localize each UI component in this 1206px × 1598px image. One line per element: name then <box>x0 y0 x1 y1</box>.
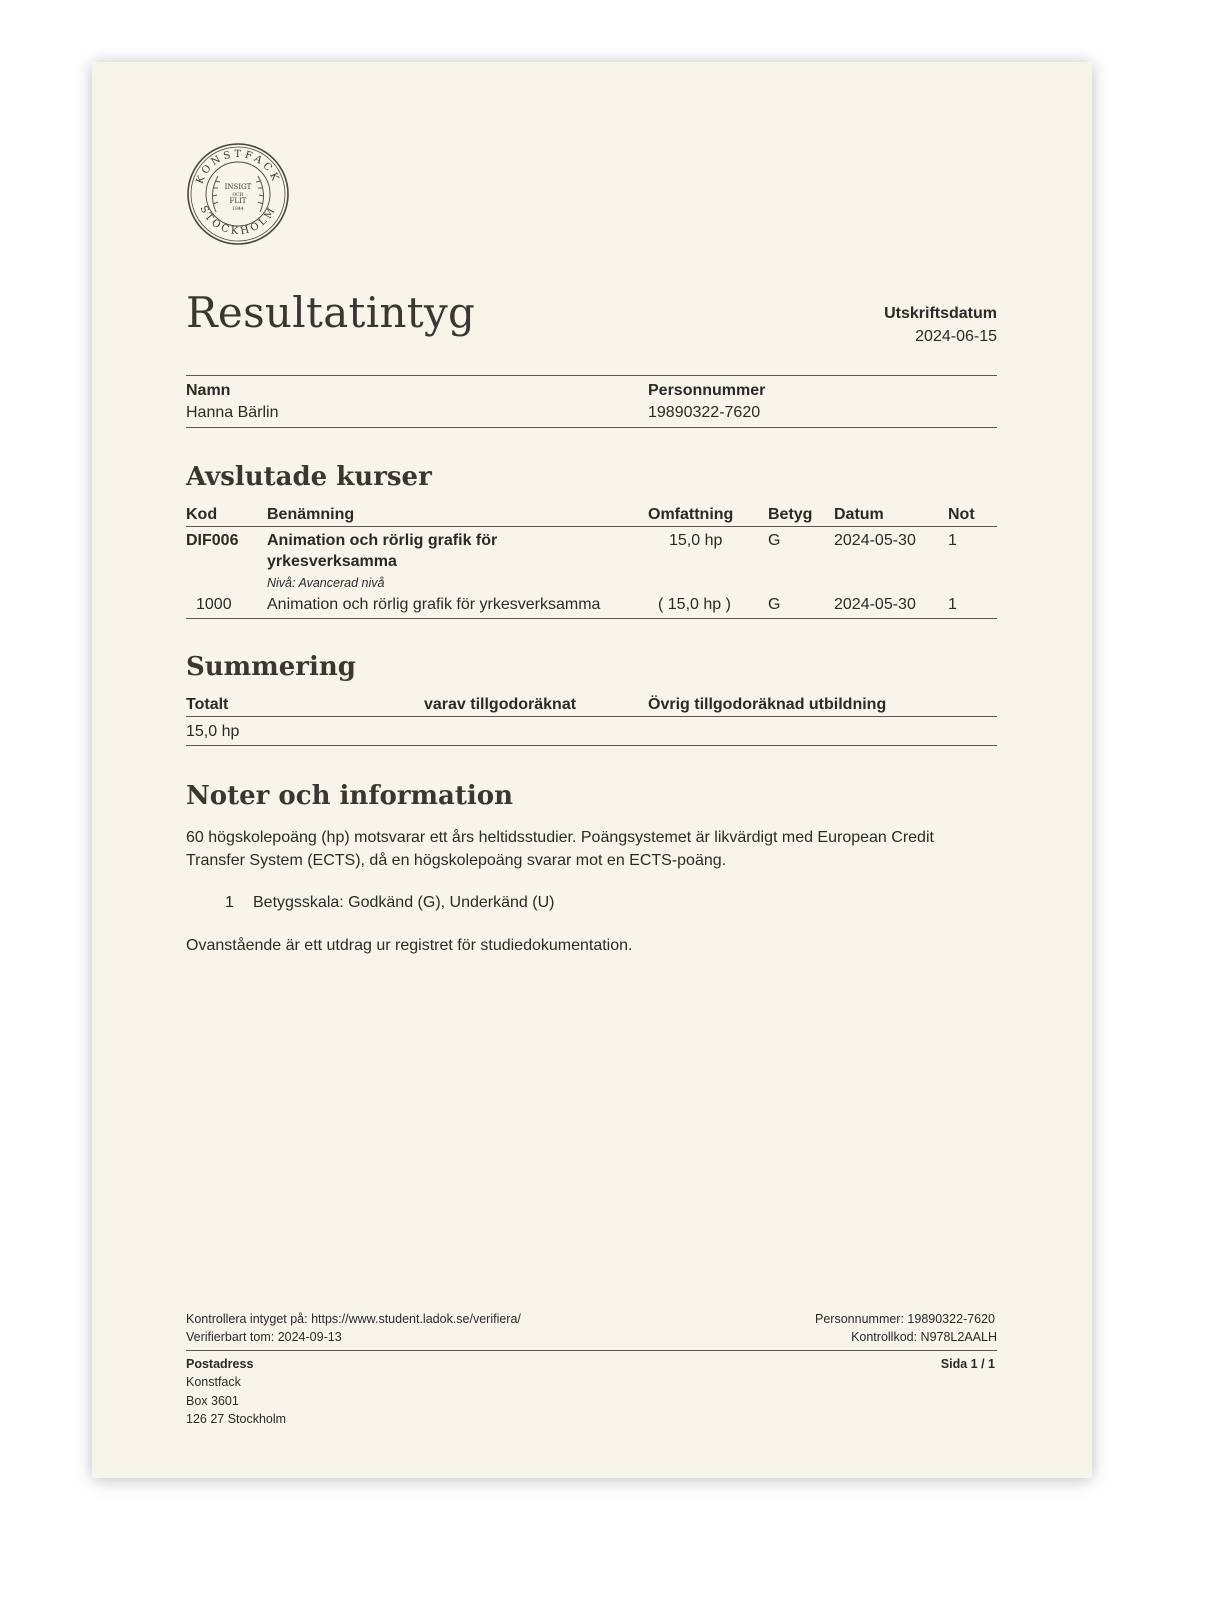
note-text: Betygsskala: Godkänd (G), Underkänd (U) <box>253 894 555 911</box>
footer-page-number: Sida 1 / 1 <box>940 1357 995 1371</box>
course-grade: G <box>768 532 781 549</box>
col-betyg: Betyg <box>768 506 813 523</box>
notes-closing: Ovanstående är ett utdrag ur registret för studiedokumentation. <box>186 937 633 954</box>
course-name-line2: yrkesverksamma <box>267 553 397 570</box>
course-credits: 15,0 hp <box>669 532 723 549</box>
summary-col-other: Övrig tillgodoräknad utbildning <box>648 696 887 713</box>
footer-verify-url: Kontrollera intyget på: https://www.student.ladok.se/verifiera/ <box>186 1312 521 1326</box>
col-kod: Kod <box>186 506 218 523</box>
footer-postal-line: 126 27 Stockholm <box>186 1412 287 1426</box>
footer-postal-label: Postadress <box>186 1357 254 1371</box>
summary-heading: Summering <box>186 652 356 682</box>
module-note: 1 <box>948 596 957 613</box>
courses-heading: Avslutade kurser <box>186 462 432 492</box>
module-date: 2024-05-30 <box>834 596 916 613</box>
konstfack-seal-logo <box>186 142 290 246</box>
print-date-block <box>884 302 997 348</box>
notes-heading: Noter och information <box>186 781 514 811</box>
module-code: 1000 <box>196 596 232 613</box>
footer-valid-until: Verifierbart tom: 2024-09-13 <box>186 1330 342 1344</box>
divider <box>186 375 997 376</box>
pnr-value: 19890322-7620 <box>648 404 761 421</box>
divider <box>186 745 997 746</box>
svg-text:KONSTFACK: KONSTFACK <box>194 148 282 186</box>
print-date-label: Utskriftsdatum <box>884 305 997 322</box>
svg-text:1844: 1844 <box>232 207 244 212</box>
col-omfattning: Omfattning <box>648 506 734 523</box>
footer-control-code: Kontrollkod: N978L2AALH <box>851 1330 997 1344</box>
name-value: Hanna Bärlin <box>186 404 279 421</box>
name-label: Namn <box>186 382 231 399</box>
col-datum: Datum <box>834 506 884 523</box>
col-benamning: Benämning <box>267 506 355 523</box>
divider <box>186 716 997 717</box>
col-not: Not <box>948 506 975 523</box>
course-name-line1: Animation och rörlig grafik för <box>267 532 498 549</box>
footer-postal-line: Konstfack <box>186 1375 241 1389</box>
svg-text:OCH: OCH <box>232 193 244 198</box>
summary-total-value: 15,0 hp <box>186 723 240 740</box>
summary-col-credited: varav tillgodoräknat <box>424 696 577 713</box>
print-date-value: 2024-06-15 <box>915 328 997 345</box>
summary-col-total: Totalt <box>186 696 229 713</box>
course-code: DIF006 <box>186 532 239 549</box>
notes-paragraph: 60 högskolepoäng (hp) motsvarar ett års heltidsstudier. Poängsystemet är likvärdigt med European Credit Transfer System (ECTS), då en högskolepoäng svarar mot en ECTS-poäng. <box>186 829 934 869</box>
course-level: Nivå: Avancerad nivå <box>267 576 385 590</box>
pnr-label: Personnummer <box>648 382 766 399</box>
module-credits: ( 15,0 hp ) <box>658 596 731 613</box>
module-name: Animation och rörlig grafik för yrkesverksamma <box>267 596 601 613</box>
divider <box>186 618 997 619</box>
svg-text:INSIGT: INSIGT <box>224 183 252 191</box>
divider <box>186 1350 997 1351</box>
svg-text:FLIT: FLIT <box>229 197 247 205</box>
divider <box>186 427 997 428</box>
course-note: 1 <box>948 532 957 549</box>
note-number: 1 <box>225 894 234 911</box>
document-page <box>92 62 1092 1478</box>
footer-pnr: Personnummer: 19890322-7620 <box>815 1312 995 1326</box>
course-date: 2024-05-30 <box>834 532 916 549</box>
svg-text:STOCKHOLM: STOCKHOLM <box>197 203 279 238</box>
module-grade: G <box>768 596 781 613</box>
document-title: Resultatintyg <box>186 288 476 337</box>
footer-postal-line: Box 3601 <box>186 1394 239 1408</box>
divider <box>186 526 997 527</box>
